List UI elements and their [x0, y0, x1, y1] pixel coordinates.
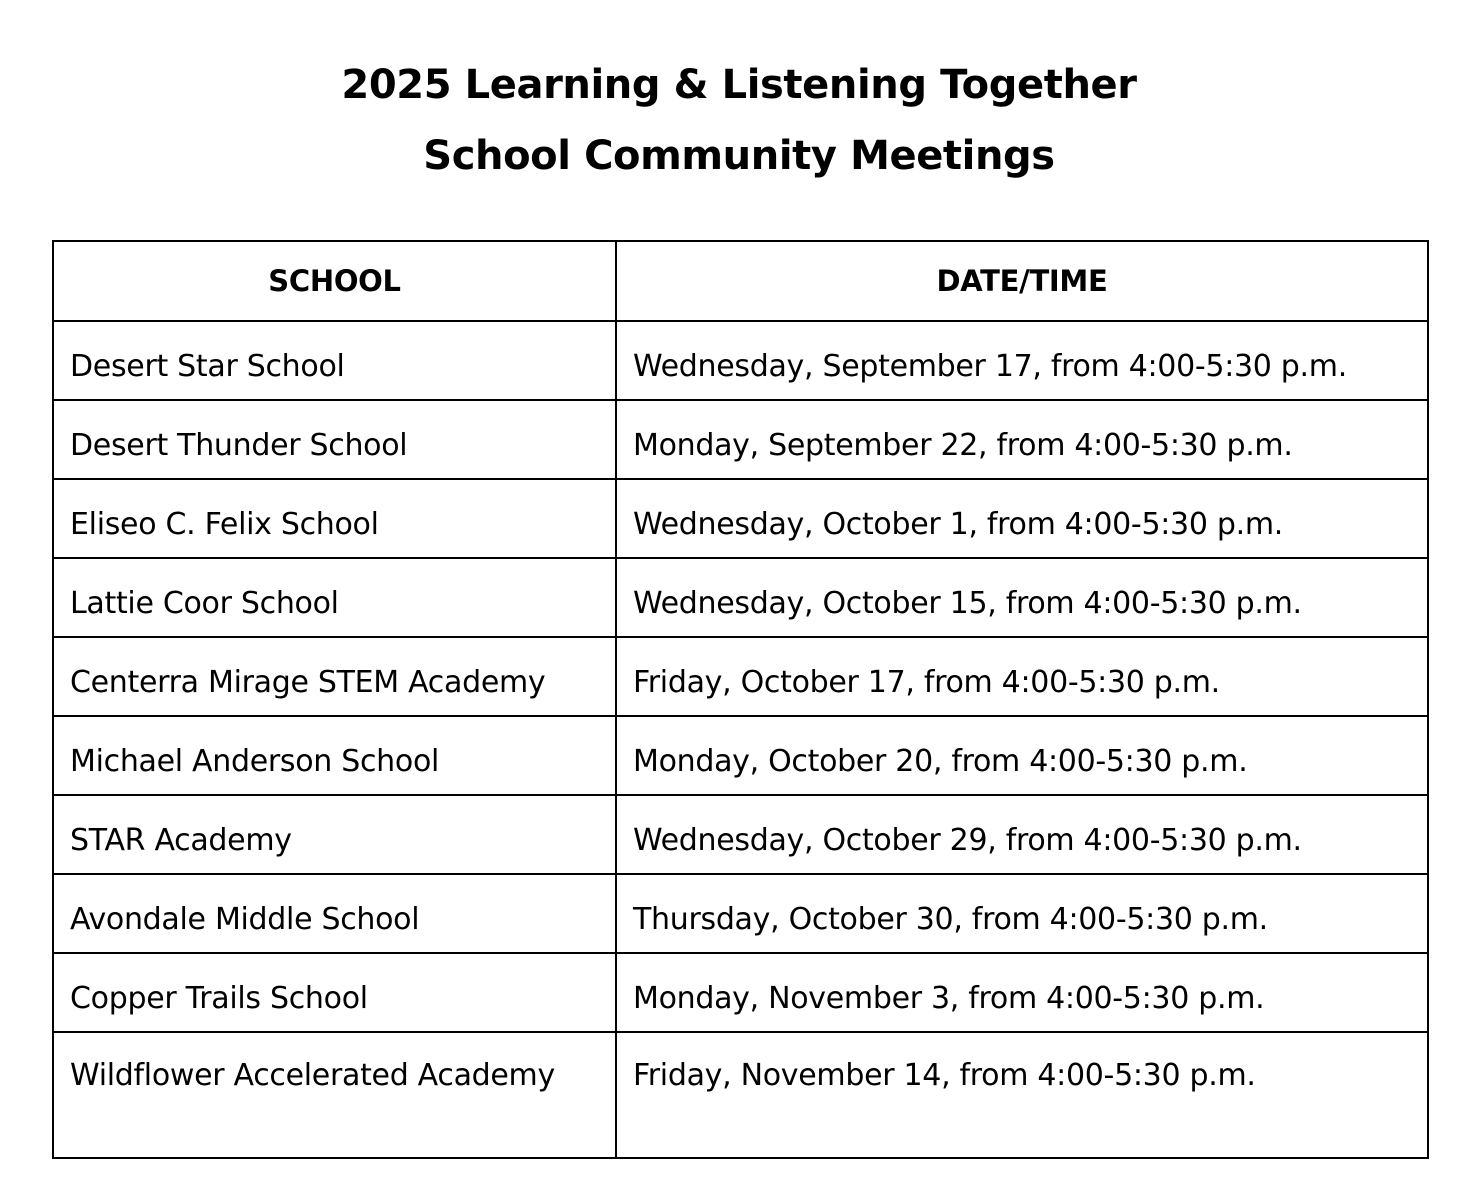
table-row	[53, 637, 1428, 716]
datetime-cell: Wednesday, October 15, from 4:00-5:30 p.m.	[616, 558, 1428, 637]
school-cell: Centerra Mirage STEM Academy	[53, 637, 616, 716]
title-line-1: 2025 Learning & Listening Together	[341, 62, 1137, 108]
school-cell: Desert Thunder School	[53, 400, 616, 479]
school-cell: Desert Star School	[53, 321, 616, 400]
meeting-schedule-table	[52, 240, 1429, 1159]
title-line-2: School Community Meetings	[423, 133, 1055, 179]
datetime-cell: Friday, November 14, from 4:00-5:30 p.m.	[616, 1032, 1428, 1158]
datetime-cell: Wednesday, September 17, from 4:00-5:30 p.m.	[616, 321, 1428, 400]
header-datetime: DATE/TIME	[616, 241, 1428, 321]
table-row	[53, 321, 1428, 400]
datetime-cell: Thursday, October 30, from 4:00-5:30 p.m.	[616, 874, 1428, 953]
datetime-cell: Monday, November 3, from 4:00-5:30 p.m.	[616, 953, 1428, 1032]
table-row	[53, 874, 1428, 953]
header-school: SCHOOL	[53, 241, 616, 321]
school-cell: STAR Academy	[53, 795, 616, 874]
document-title	[0, 50, 1468, 192]
school-cell: Copper Trails School	[53, 953, 616, 1032]
datetime-cell: Friday, October 17, from 4:00-5:30 p.m.	[616, 637, 1428, 716]
datetime-cell: Wednesday, October 1, from 4:00-5:30 p.m.	[616, 479, 1428, 558]
table-row	[53, 400, 1428, 479]
table-row	[53, 953, 1428, 1032]
datetime-cell: Monday, September 22, from 4:00-5:30 p.m.	[616, 400, 1428, 479]
datetime-cell: Monday, October 20, from 4:00-5:30 p.m.	[616, 716, 1428, 795]
school-cell: Michael Anderson School	[53, 716, 616, 795]
table-row	[53, 795, 1428, 874]
table-header-row	[53, 241, 1428, 321]
datetime-cell: Wednesday, October 29, from 4:00-5:30 p.m.	[616, 795, 1428, 874]
school-cell: Wildflower Accelerated Academy	[53, 1032, 616, 1158]
table-row	[53, 1032, 1428, 1158]
school-cell: Eliseo C. Felix School	[53, 479, 616, 558]
table-row	[53, 479, 1428, 558]
table-row	[53, 716, 1428, 795]
school-cell: Avondale Middle School	[53, 874, 616, 953]
table-row	[53, 558, 1428, 637]
school-cell: Lattie Coor School	[53, 558, 616, 637]
